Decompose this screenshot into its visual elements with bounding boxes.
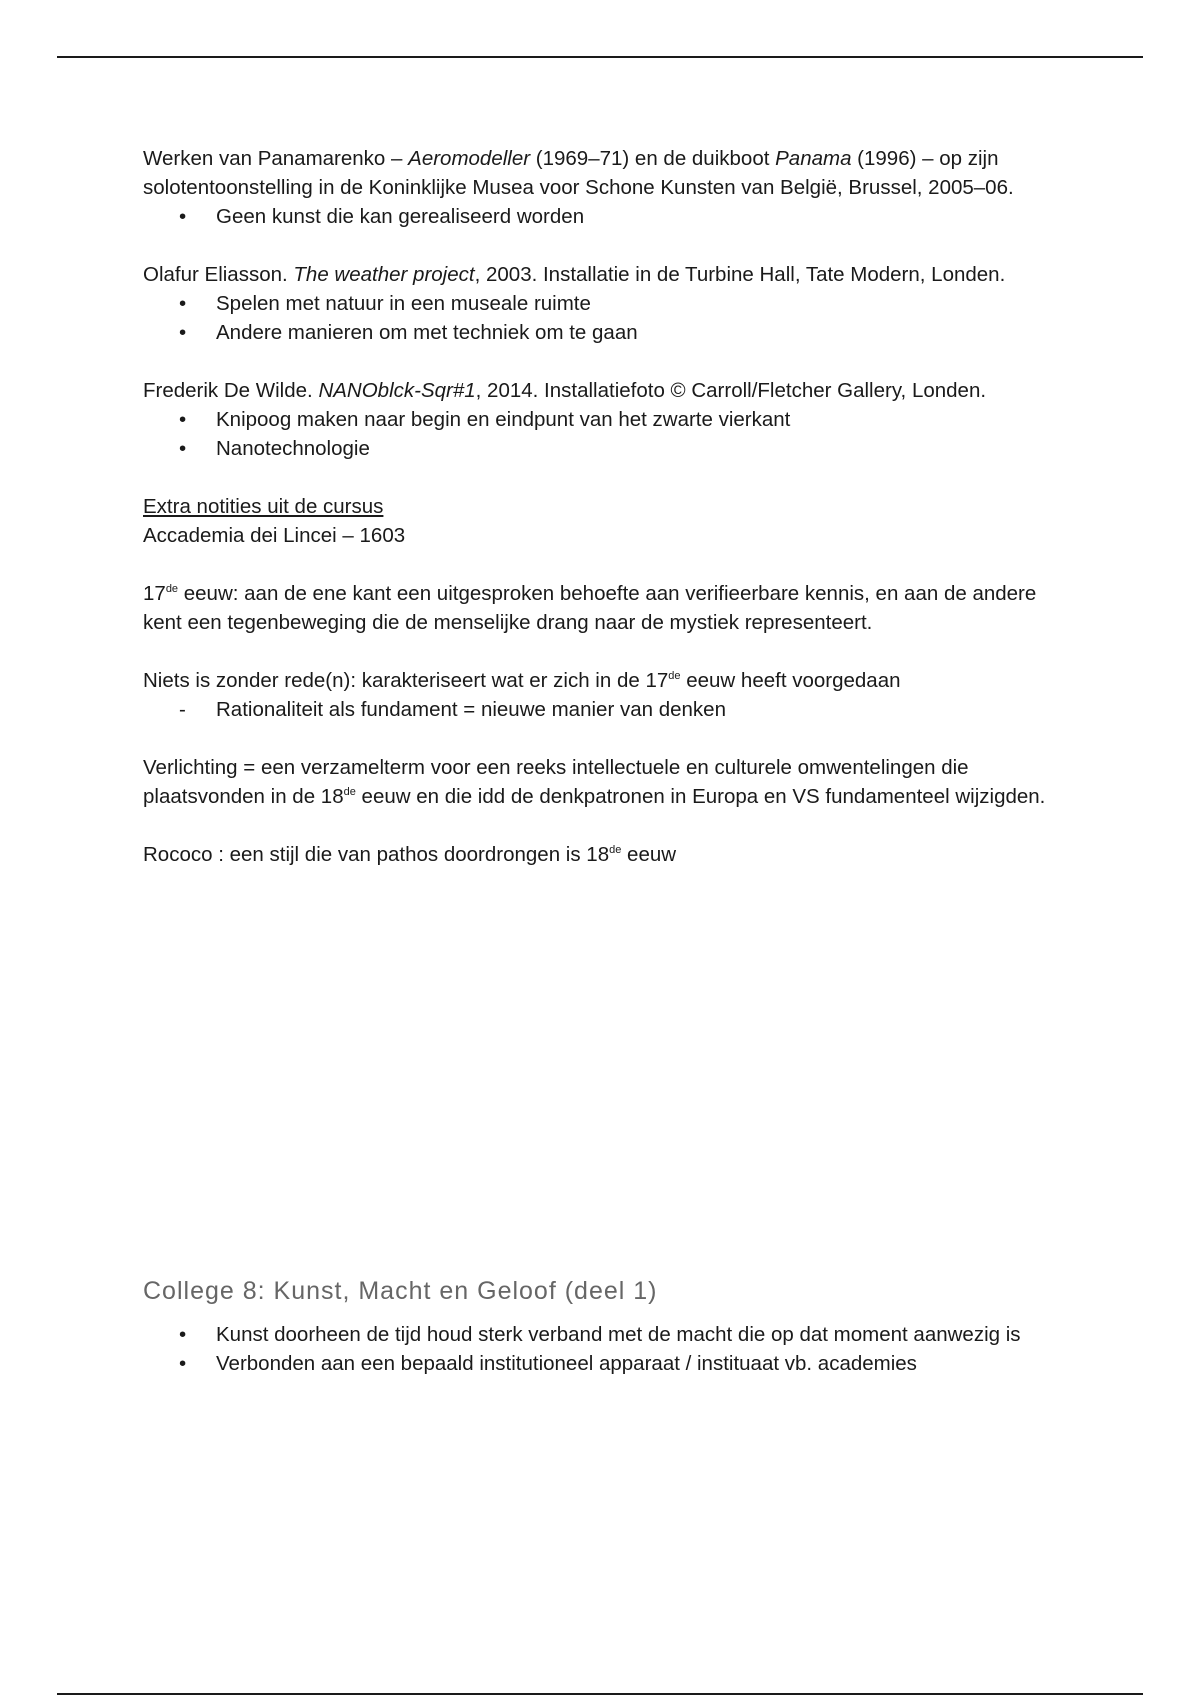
bullet-list xyxy=(143,202,1063,231)
work-title: Aeromodeller xyxy=(408,147,531,170)
header-rule xyxy=(57,56,1143,58)
niets-paragraph: Niets is zonder rede(n): karakteriseert wat er zich in de 17de eeuw heeft voorgedaan xyxy=(143,669,901,692)
work-title: Panama xyxy=(775,147,852,170)
panamarenko-paragraph: Werken van Panamarenko – Aeromodeller (1969–71) en de duikboot Panama (1996) – op zijn solotentoonstelling in de Koninklijke Musea voor Schone Kunsten van België, Brussel, 2005–06. xyxy=(143,147,1014,199)
seventeenth-century-paragraph: 17de eeuw: aan de ene kant een uitgesproken behoefte aan verifieerbare kennis, en aan de andere kent een tegenbeweging die de menselijke drang naar de mystiek representeert. xyxy=(143,582,1037,634)
footer-rule xyxy=(57,1693,1143,1695)
work-title: The weather project xyxy=(293,263,475,286)
college-heading: College 8: Kunst, Macht en Geloof (deel 1) xyxy=(143,1277,658,1305)
de-wilde-paragraph: Frederik De Wilde. NANOblck-Sqr#1, 2014. Installatiefoto © Carroll/Fletcher Gallery, Londen. xyxy=(143,379,987,402)
bullet-icon: • xyxy=(179,1352,187,1375)
bullet-list xyxy=(143,289,1063,347)
bullet-icon: • xyxy=(179,1323,187,1346)
list-item: • Kunst doorheen de tijd houd sterk verband met de macht die op dat moment aanwezig is xyxy=(143,1320,1063,1349)
list-item: • Andere manieren om met techniek om te gaan xyxy=(143,318,1063,347)
list-item: • Knipoog maken naar begin en eindpunt van het zwarte vierkant xyxy=(143,405,1063,434)
accademia-line: Accademia dei Lincei – 1603 xyxy=(143,524,406,547)
bullet-icon: • xyxy=(179,205,187,228)
dash-list xyxy=(143,695,1063,724)
list-item: - Rationaliteit als fundament = nieuwe manier van denken xyxy=(143,695,1063,724)
bullet-icon: • xyxy=(179,292,187,315)
eliasson-paragraph: Olafur Eliasson. The weather project, 2003. Installatie in de Turbine Hall, Tate Modern, Londen. xyxy=(143,263,1006,286)
rococo-paragraph: Rococo : een stijl die van pathos doordrongen is 18de eeuw xyxy=(143,843,677,866)
list-item: • Geen kunst die kan gerealiseerd worden xyxy=(143,202,1063,231)
list-item: • Nanotechnologie xyxy=(143,434,1063,463)
document-body xyxy=(143,144,1063,1378)
verlichting-paragraph: Verlichting = een verzamelterm voor een reeks intellectuele en culturele omwentelingen die plaatsvonden in de 18de eeuw en die idd de denkpatronen in Europa en VS fundamenteel wijzigden. xyxy=(143,756,1046,808)
bullet-list xyxy=(143,405,1063,463)
dash-icon: - xyxy=(179,698,186,721)
list-item: • Verbonden aan een bepaald institutioneel apparaat / instituaat vb. academies xyxy=(143,1349,1063,1378)
bullet-icon: • xyxy=(179,408,187,431)
bullet-list xyxy=(143,1320,1063,1378)
bullet-icon: • xyxy=(179,437,187,460)
list-item: • Spelen met natuur in een museale ruimte xyxy=(143,289,1063,318)
work-title: NANOblck-Sqr#1 xyxy=(318,379,476,402)
extra-notes-heading: Extra notities uit de cursus xyxy=(143,495,384,518)
bullet-icon: • xyxy=(179,321,187,344)
